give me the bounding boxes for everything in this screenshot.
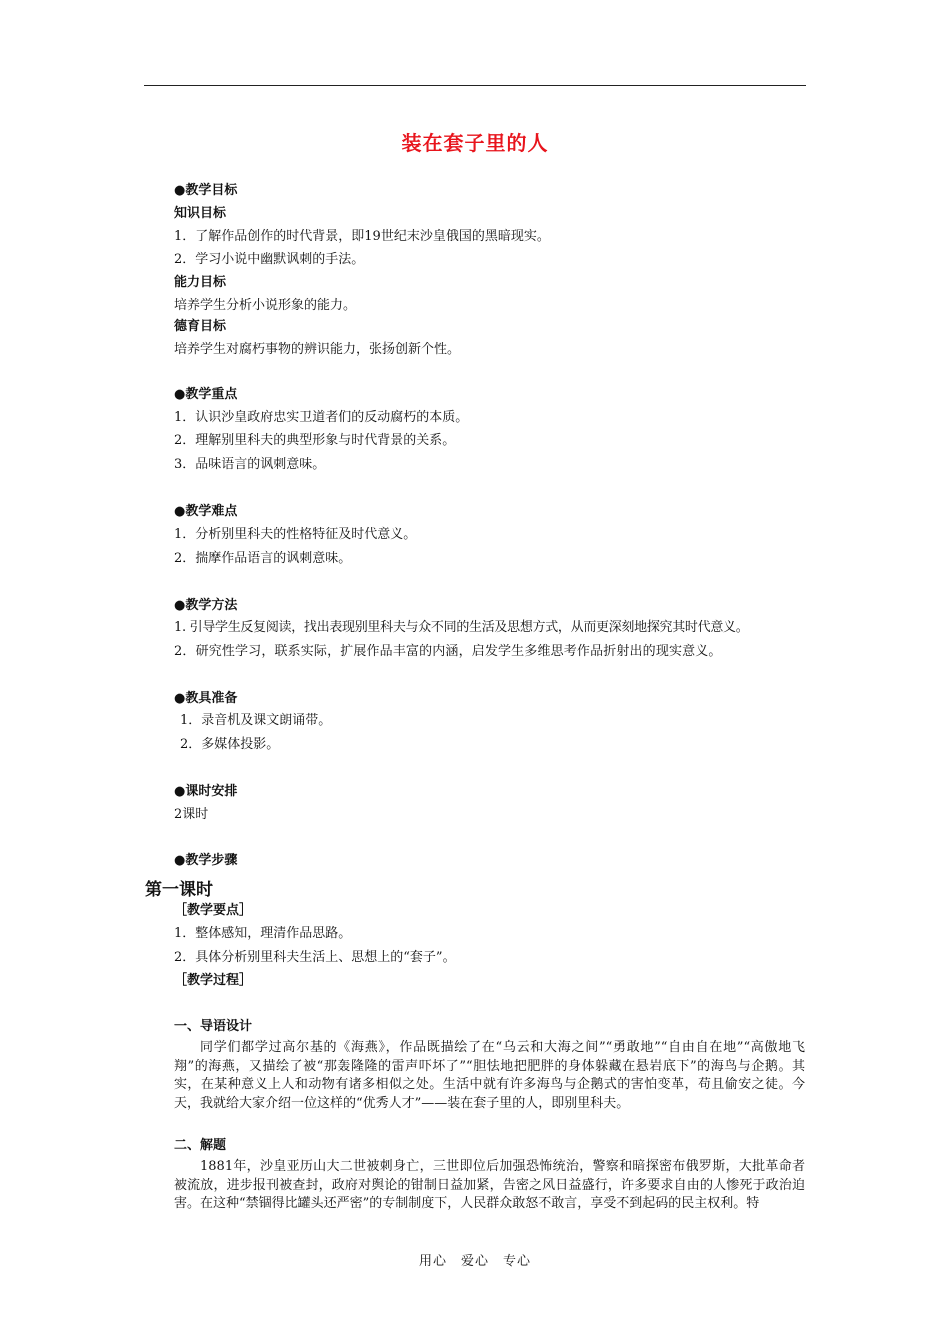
key-point-item: 3．品味语言的讽刺意味。 <box>174 457 326 472</box>
tools-heading: ●教具准备 <box>174 691 238 706</box>
difficulty-item: 1．分析别里科夫的性格特征及时代意义。 <box>174 527 417 542</box>
methods-heading: ●教学方法 <box>174 598 238 613</box>
knowledge-item: 2．学习小说中幽默讽刺的手法。 <box>174 252 365 267</box>
method-item: 2．研究性学习，联系实际，扩展作品丰富的内涵，启发学生多维思考作品折射出的现实意义。 <box>174 644 722 659</box>
ability-objectives-text: 培养学生分析小说形象的能力。 <box>174 298 357 313</box>
knowledge-item: 1．了解作品创作的时代背景，即19世纪末沙皇俄国的黑暗现实。 <box>174 229 550 244</box>
lesson-points-heading: ［教学要点］ <box>174 903 253 918</box>
background-paragraph: 1881年，沙皇亚历山大二世被刺身亡，三世即位后加强恐怖统治，警察和暗探密布俄罗斯，大批革命者被流放，进步报刊被查封，政府对舆论的钳制日益加紧，告密之风日益盛行，许多要求自由的人惨死于政治迫害。在这种“禁锢得比罐头还严密”的专制制度下，人民群众敢怒不敢言，享受不到起码的民主权利。特 <box>174 1159 805 1211</box>
steps-heading: ●教学步骤 <box>174 853 238 868</box>
lesson-process-heading: ［教学过程］ <box>174 973 253 988</box>
knowledge-objectives-heading: 知识目标 <box>174 206 227 221</box>
objectives-heading: ●教学目标 <box>174 183 238 198</box>
lesson-point-item: 1．整体感知，理清作品思路。 <box>174 926 352 941</box>
header-rule <box>144 85 806 86</box>
tool-item: 1．录音机及课文朗诵带。 <box>180 713 332 728</box>
tool-item: 2．多媒体投影。 <box>180 737 280 752</box>
lesson-point-item: 2．具体分析别里科夫生活上、思想上的“套子”。 <box>174 950 456 965</box>
difficulties-heading: ●教学难点 <box>174 504 238 519</box>
intro-heading: 一、导语设计 <box>174 1019 253 1034</box>
intro-paragraph: 同学们都学过高尔基的《海燕》，作品既描绘了在“乌云和大海之间”“勇敢地”“自由自在地”“高傲地飞翔”的海燕，又描绘了被“那轰隆隆的雷声吓坏了”“胆怯地把肥胖的身体躲藏在悬岩底下”的海鸟与企鹅。其实，在某种意义上人和动物有诸多相似之处。生活中就有许多海鸟与企鹅式的害怕变革，苟且偷安之徒。今天，我就给大家介绍一位这样的“优秀人才”——装在套子里的人，即别里科夫。 <box>174 1040 805 1111</box>
background-heading: 二、解题 <box>174 1138 227 1153</box>
moral-objectives-heading: 德育目标 <box>174 319 227 334</box>
key-points-heading: ●教学重点 <box>174 387 238 402</box>
difficulty-item: 2．揣摩作品语言的讽刺意味。 <box>174 551 352 566</box>
method-item: 1. 引导学生反复阅读，找出表现别里科夫与众不同的生活及思想方式，从而更深刻地探究其时代意义。 <box>174 620 749 635</box>
ability-objectives-heading: 能力目标 <box>174 275 227 290</box>
key-point-item: 1．认识沙皇政府忠实卫道者们的反动腐朽的本质。 <box>174 410 469 425</box>
schedule-heading: ●课时安排 <box>174 784 238 799</box>
lesson-one-title: 第一课时 <box>145 880 213 900</box>
moral-objectives-text: 培养学生对腐朽事物的辨识能力，张扬创新个性。 <box>174 342 461 357</box>
key-point-item: 2．理解别里科夫的典型形象与时代背景的关系。 <box>174 433 456 448</box>
page-footer: 用心 爱心 专心 <box>418 1254 531 1269</box>
schedule-text: 2课时 <box>174 807 209 822</box>
document-title: 装在套子里的人 <box>401 131 549 155</box>
